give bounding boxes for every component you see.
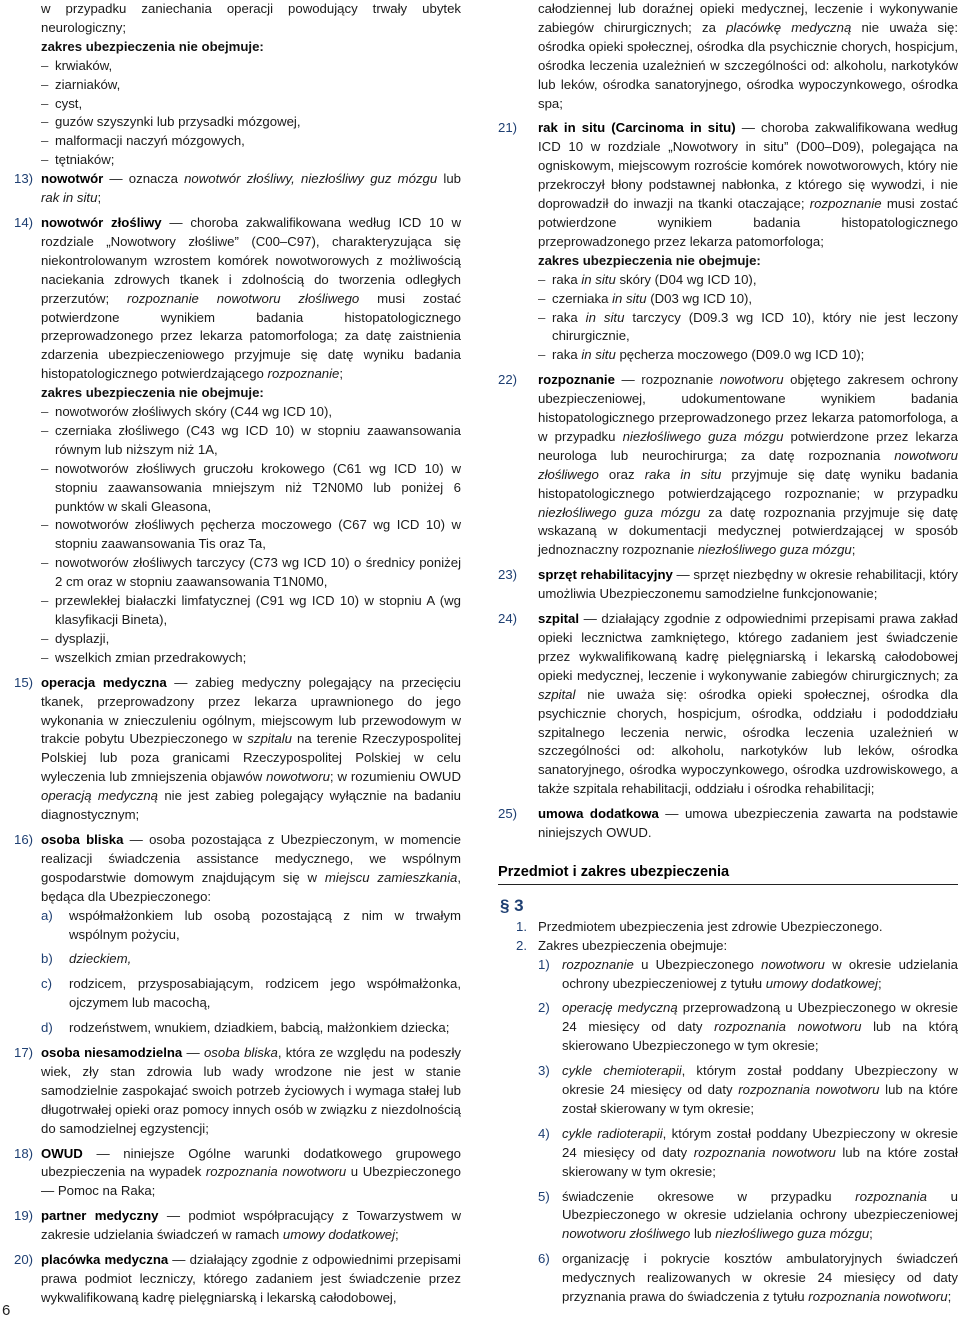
- text-italic: cykle chemioterapii: [562, 1063, 682, 1079]
- text-part: pęcherza moczowego (D09.0 wg ICD 10);: [615, 347, 865, 363]
- text-italic: rozpoznania: [855, 1188, 928, 1204]
- text-part: , którym został poddany Ubezpieczony w okresie 24 miesięcy od daty: [562, 1125, 958, 1160]
- exclusion-text: czerniaka złośliwego (C43 wg ICD 10) w stopniu zaawansowania równym lub niższym niż 1A,: [55, 422, 461, 457]
- exclusion-item: [498, 346, 958, 365]
- text-italic: operację medyczną: [562, 1000, 678, 1016]
- dash-bullet: –: [538, 290, 546, 306]
- dash-bullet: –: [41, 555, 49, 571]
- dash-bullet: –: [41, 76, 49, 92]
- sub-item-text: rodzeństwem, wnukiem, dziadkiem, babcią, małżonkiem dziecka;: [69, 1020, 450, 1036]
- text-part: tarczycy (D09.3 wg ICD 10), który nie jest leczony chirurgicznie,: [552, 309, 958, 344]
- sub-item-letter: a): [41, 907, 53, 923]
- exclusion-text: wszelkich zmian przedrakowych;: [55, 649, 247, 665]
- dash-bullet: –: [41, 517, 49, 533]
- exclusions-heading-2: zakres ubezpieczenia nie obejmuje:: [41, 385, 264, 401]
- text-part: lub na które został skierowany w tym okresie;: [562, 1144, 958, 1179]
- text-part: czerniaka: [552, 290, 613, 306]
- text-part: lub na które został skierowany w tym okresie;: [562, 1082, 959, 1116]
- dash-bullet: –: [41, 593, 49, 609]
- scope-item-number: 6): [538, 1251, 550, 1267]
- definition-15: 15) operacja medyczna — zabieg medyczny polegający na przecięciu tkanek, przeprowadzony przez lekarza uprawnionego do jego wykonania w znieczuleniu ogólnym, miejscowym lub przewodowym w trakcie pobytu Ubezpieczonego w szpitalu na terenie Rzeczypospolitej Polskiej lub poza granicami Rzeczypospolitej Polskiej w celu wyleczenia lub zmniejszenia objawów nowotworu; w rozumieniu OWUD operacją medyczną nie jest zabieg polegający wyłącznie na badaniu diagnostycznym;: [14, 674, 462, 823]
- dash-bullet: –: [538, 347, 546, 363]
- exclusion-text: malformacji naczyń mózgowych,: [55, 133, 245, 149]
- exclusion-text: krwiaków,: [55, 57, 113, 73]
- dash-bullet: –: [41, 57, 49, 73]
- text-part: raka: [552, 271, 582, 287]
- exclusion-item: [14, 649, 461, 668]
- scope-item: [498, 1188, 958, 1245]
- text-italic: in situ: [612, 290, 647, 306]
- scope-item-number: 1): [538, 956, 550, 972]
- text-part: świadczenie okresowe w przypadku: [562, 1188, 856, 1204]
- exclusion-item: [14, 151, 461, 170]
- sub-item-letter: b): [41, 951, 53, 967]
- exclusion-item: [14, 460, 461, 517]
- dash-bullet: –: [538, 309, 546, 325]
- exclusion-item: [498, 309, 958, 347]
- definition-18: 18) OWUD — niniejsze Ogólne warunki dodatkowego grupowego ubezpieczenia na wypadek rozpoznania nowotworu u Ubezpieczonego — Pomoc na Raka;: [14, 1145, 461, 1199]
- exclusion-text: guzów szyszynki lub przysadki mózgowej,: [55, 114, 301, 130]
- text-part: ;: [877, 975, 882, 991]
- paragraph-1: 1. Przedmiotem ubezpieczenia jest zdrowie Ubezpieczonego.: [516, 918, 883, 934]
- exclusion-item: [14, 132, 461, 151]
- definition-20-continued: całodziennej lub doraźnej opieki medycznej, leczenie i wykonywanie zabiegów chirurgicznych; za placówkę medyczną nie uważa się: ośrodka opieki społecznej, ośrodka dla psychicznie chorych, hospicjum, ośrodka leczenia uzależnień w szczególności od: alkoholu, narkotyków lub leków, ośrodka sanatoryjnego, ośrodka wypoczynkowego, ośrodka spa;: [538, 1, 958, 111]
- exclusion-item: [14, 592, 461, 630]
- paragraph-2: 2. Zakres ubezpieczenia obejmuje:: [516, 937, 728, 953]
- exclusion-item: [14, 76, 461, 95]
- text-italic: niezłośliwego guza mózgu: [715, 1226, 870, 1242]
- exclusion-text: dysplazji,: [55, 630, 110, 646]
- text-italic: umowy dodatkowej: [765, 975, 878, 991]
- scope-list: [498, 956, 958, 1307]
- text-part: lub na którą skierowano Ubezpieczonego w tym okresie;: [562, 1019, 958, 1054]
- exclusion-text: nowotworów złośliwych tarczycy (C73 wg ICD 10) o średnicy poniżej 2 cm oraz w stopniu zaawansowania T1N0M0,: [55, 555, 461, 590]
- dash-bullet: –: [41, 95, 49, 111]
- text-italic: in situ: [581, 347, 616, 363]
- sub-item: [14, 950, 461, 969]
- exclusion-item: [14, 554, 461, 592]
- text-part: u Ubezpieczonego: [633, 956, 762, 972]
- dash-bullet: –: [41, 133, 49, 149]
- dash-bullet: –: [41, 114, 49, 130]
- scope-item: [498, 1062, 958, 1119]
- text-part: u Ubezpieczonego w okresie udzielania ochrony ubezpieczeniowej: [562, 1188, 958, 1223]
- exclusions-list-1: [14, 57, 461, 170]
- scope-item-number: 5): [538, 1188, 550, 1204]
- text-part: organizację i pokrycie kosztów ambulatoryjnych świadczeń medycznych realizowanych w okresie 24 miesięcy od daty przyznania prawa do świadczenia z tytułu: [562, 1251, 958, 1305]
- text-italic: rozpoznania nowotworu: [714, 1019, 862, 1035]
- exclusion-text: [538, 309, 958, 347]
- sub-item-letter: c): [41, 976, 52, 992]
- sub-item: [14, 975, 461, 1013]
- text-part: skóry (D04 wg ICD 10),: [615, 271, 757, 287]
- exclusions-heading-3: zakres ubezpieczenia nie obejmuje:: [538, 252, 761, 268]
- left-column: [14, 0, 461, 1308]
- dash-bullet: –: [538, 271, 546, 287]
- exclusion-text: nowotworów złośliwych pęcherza moczowego (C67 wg ICD 10) w stopniu zaawansowania Tis oraz Ta,: [55, 517, 461, 552]
- exclusion-text: [538, 346, 958, 365]
- text-part: , którym został poddany Ubezpieczony w okresie 24 miesięcy od daty: [562, 1063, 958, 1098]
- definition-25: 25) umowa dodatkowa — umowa ubezpieczenia zawarta na podstawie niniejszych OWUD.: [498, 806, 958, 841]
- text-italic: rozpoznanie: [562, 956, 634, 972]
- sub-item: [14, 907, 461, 945]
- intro-text: w przypadku zaniechania operacji powodujący trwały ubytek neurologiczny;: [41, 1, 461, 35]
- sub-item-text: dzieckiem,: [69, 951, 132, 967]
- text-italic: nowotworu: [761, 956, 825, 972]
- exclusion-text: przewlekłej białaczki limfatycznej (C91 wg ICD 10) w stopniu A (wg klasyfikacji Bineta),: [55, 593, 461, 627]
- text-part: raka: [552, 347, 582, 363]
- text-part: w okresie udzielania ochrony ubezpieczeniowej z tytułu: [562, 956, 958, 991]
- scope-item: [498, 1125, 958, 1182]
- definition-16-sublist: [14, 907, 461, 1038]
- exclusions-list-3: [498, 271, 958, 366]
- text-italic: rozpoznania nowotworu: [738, 1082, 880, 1098]
- text-italic: rozpoznania nowotworu: [693, 1144, 836, 1160]
- definition-20: 20) placówka medyczna — działający zgodnie z odpowiednimi przepisami prawa podmiot leczniczy, którego zadaniem jest świadczenie przez wykwalifikowaną kadrę pielęgniarską i lekarską całodobowej,: [14, 1252, 461, 1305]
- scope-item-number: 4): [538, 1125, 550, 1141]
- exclusion-item: [14, 403, 461, 422]
- exclusions-heading-1: zakres ubezpieczenia nie obejmuje:: [41, 38, 264, 54]
- definition-24: 24) szpital — działający zgodnie z odpowiednimi przepisami prawa zakład opieki lecznictwa zamkniętego, którego zadaniem jest świadczenie przez wykwalifikowaną kadrę pielęgniarską i lekarską całodobowej opieki medycznej, leczenie i wykonywanie zabiegów chirurgicznych; za szpital nie uważa się: ośrodka opieki społecznej, ośrodka dla psychicznie chorych, hospicjum, ośrodka, oddziału i pododdziału szpitalnego leczenia nerwic, ośrodka leczenia uzależnień w szczególności od: alkoholu, narkotyków lub leków, ośrodka sanatoryjnego, ośrodka wypoczynkowego, ośrodka uzdrowiskowego, a także szpitala rehabilitacji, oddziału i ośrodka rehabilitacji;: [498, 611, 958, 797]
- exclusion-item: [14, 630, 461, 649]
- definition-13: 13) nowotwór — oznacza nowotwór złośliwy, niezłośliwy guz mózgu lub rak in situ;: [14, 171, 461, 206]
- sub-item: [14, 1019, 461, 1038]
- scope-item-number: 3): [538, 1063, 550, 1079]
- text-italic: cykle radioterapii: [562, 1125, 663, 1141]
- exclusion-item: [14, 57, 461, 76]
- exclusion-text: ziarniaków,: [55, 76, 121, 92]
- text-italic: in situ: [581, 271, 616, 287]
- dash-bullet: –: [41, 152, 49, 168]
- exclusion-item: [14, 422, 461, 460]
- definition-19: 19) partner medyczny — podmiot współpracujący z Towarzystwem w zakresie udzielania świadczeń w ramach umowy dodatkowej;: [14, 1208, 461, 1243]
- definition-17: 17) osoba niesamodzielna — osoba bliska, która ze względu na podeszły wiek, zły stan zdrowia lub wady wrodzone nie jest w stanie samodzielnie zaspokajać swoich potrzeb życiowych i wymaga stałej lub długotrwałej opieki oraz pomocy innych osób w związku z niezdolnością do samodzielnej egzystencji;: [14, 1045, 461, 1136]
- exclusion-text: tętniaków;: [55, 152, 115, 168]
- exclusion-text: [538, 290, 958, 309]
- exclusion-item: [498, 271, 958, 290]
- scope-item: [498, 956, 958, 994]
- section-title: Przedmiot i zakres ubezpieczenia: [498, 863, 958, 885]
- definition-22: 22) rozpoznanie — rozpoznanie nowotworu objętego zakresem ochrony ubezpieczeniowej, udokumentowane wynikiem badania histopatologicznego przeprowadzonego przez lekarza patomorfologa, a w przypadku niezłośliwego guza mózgu potwierdzone przez lekarza neurologa lub neurochirurga; za datę rozpoznania nowotworu złośliwego oraz raka in situ przyjmuje się datę wyniku badania histopatologicznego potwierdzającego rozpoznanie; w przypadku niezłośliwego guza mózgu za datę rozpoznania przyjmuje się datę wskazaną w dokumentacji medycznej potwierdzającej w sposób jednoznaczny rozpoznanie niezłośliwego guza mózgu;: [498, 372, 959, 558]
- exclusion-text: [538, 271, 958, 290]
- page-number: 6: [2, 1302, 11, 1319]
- exclusion-text: nowotworów złośliwych skóry (C44 wg ICD 10),: [55, 404, 333, 420]
- dash-bullet: –: [41, 422, 49, 438]
- definition-14: 14) nowotwór złośliwy — choroba zakwalifikowana według ICD 10 w rozdziale „Nowotwory złośliwe” (C00–C97), charakteryzująca się niekontrolowanym wzrostem komórek nowotworowych z możliwością naciekania zdrowych tkanek i zdolnością do tworzenia odległych przerzutów; rozpoznanie nowotworu złośliwego musi zostać potwierdzone wynikiem badania histopatologicznego przeprowadzonego przez lekarza patomorfologa; za datę zaistnienia zdarzenia ubezpieczeniowego przyjmuje się datę wyniku badania histopatologicznego potwierdzającego rozpoznanie;: [14, 214, 461, 382]
- dash-bullet: –: [41, 630, 49, 646]
- scope-item: [498, 999, 958, 1056]
- dash-bullet: –: [41, 649, 49, 665]
- section-mark: § 3: [500, 895, 524, 915]
- text-italic: nowotworu złośliwego: [562, 1226, 691, 1242]
- text-part: przeprowadzoną u Ubezpieczonego w okresie 24 miesięcy od daty: [562, 1000, 959, 1035]
- dash-bullet: –: [41, 460, 49, 476]
- exclusion-item: [498, 290, 958, 309]
- exclusion-item: [14, 516, 461, 554]
- sub-item-text: rodzicem, przysposabiającym, rodzicem jego współmałżonka, ojczymem lub macochą,: [69, 976, 461, 1011]
- exclusions-list-2: [14, 403, 461, 668]
- right-column: [498, 0, 958, 1307]
- exclusion-text: cyst,: [55, 95, 83, 111]
- sub-item-letter: d): [41, 1020, 53, 1036]
- scope-item-number: 2): [538, 1000, 550, 1016]
- text-part: (D03 wg ICD 10),: [646, 290, 753, 306]
- sub-item-text: współmałżonkiem lub osobą pozostającą z nim w trwałym wspólnym pożyciu,: [69, 907, 461, 942]
- scope-item: [498, 1250, 958, 1307]
- definition-16: 16) osoba bliska — osoba pozostająca z Ubezpieczonym, w momencie realizacji świadczenia assistance medycznego, we wspólnym gospodarstwie domowym znajdującym się w miejscu zamieszkania, będąca dla Ubezpieczonego:: [14, 831, 461, 904]
- exclusion-item: [14, 113, 461, 132]
- text-part: raka: [552, 309, 586, 325]
- exclusion-item: [14, 95, 461, 114]
- text-part: ;: [869, 1226, 873, 1242]
- text-italic: rozpoznania nowotworu: [808, 1289, 948, 1305]
- text-part: lub: [690, 1226, 716, 1242]
- definition-21: 21) rak in situ (Carcinoma in situ) — choroba zakwalifikowana według ICD 10 w rozdziale „Nowotwory in situ” (D00–D09), polegająca na ogniskowym, miejscowym rozroście komórek nowotworowych, który nie przekroczył błony podstawnej nabłonka, z którego się wywodzi, i nie doprowadził do inwazji na tkanki otaczające; rozpoznanie musi zostać potwierdzone wynikiem badania histopatologicznego przeprowadzonego przez lekarza patomorfologa;: [498, 120, 958, 249]
- dash-bullet: –: [41, 404, 49, 420]
- text-italic: in situ: [585, 309, 625, 325]
- definition-23: 23) sprzęt rehabilitacyjny — sprzęt niezbędny w okresie rehabilitacji, który umożliwia Ubezpieczonemu samodzielne funkcjonowanie;: [498, 567, 958, 602]
- text-part: ;: [947, 1289, 952, 1305]
- exclusion-text: nowotworów złośliwych gruczołu krokowego (C61 wg ICD 10) w stopniu zaawansowania mniejszym niż T2N0M0 lub poniżej 6 punktów w skali Gleasona,: [55, 460, 461, 514]
